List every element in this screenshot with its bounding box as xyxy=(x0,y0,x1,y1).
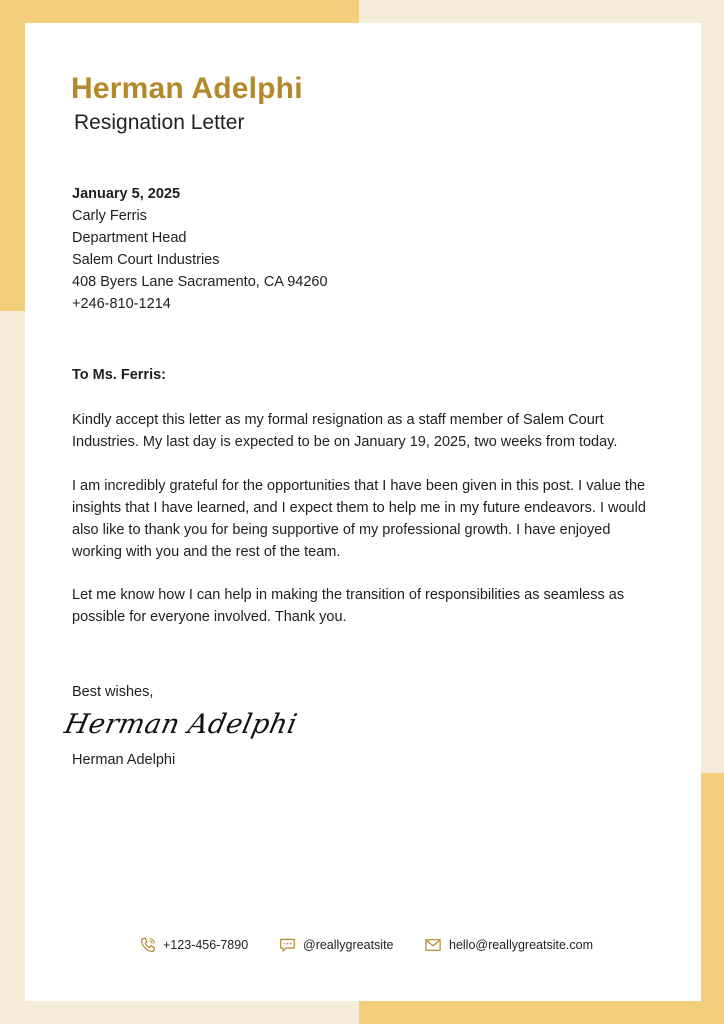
sender-name: Herman Adelphi xyxy=(72,752,176,768)
recipient-company: Salem Court Industries xyxy=(72,252,220,268)
body-paragraph: Kindly accept this letter as my formal resignation as a staff member of Salem Court Industries. My last day is expected to be on January 19, 2025, two weeks from today. xyxy=(72,412,618,450)
phone-icon xyxy=(139,936,157,954)
chat-icon xyxy=(278,936,297,954)
handwritten-signature: Herman Adelphi xyxy=(61,709,301,740)
contact-email[interactable] xyxy=(423,934,593,956)
document-title: Resignation Letter xyxy=(74,111,245,134)
letter-date: January 5, 2025 xyxy=(72,186,181,202)
author-name: Herman Adelphi xyxy=(71,72,303,105)
contact-phone[interactable] xyxy=(139,934,248,956)
recipient-name: Carly Ferris xyxy=(72,208,147,224)
contact-social-text: @reallygreatsite xyxy=(303,938,394,952)
recipient-position: Department Head xyxy=(72,230,187,246)
contact-phone-text: +123-456-7890 xyxy=(163,938,249,952)
contact-footer xyxy=(25,934,701,956)
recipient-block xyxy=(72,183,328,315)
contact-email-text: hello@reallygreatsite.com xyxy=(449,938,594,952)
recipient-phone: +246-810-1214 xyxy=(72,296,171,312)
closing: Best wishes, xyxy=(72,684,154,700)
body-paragraph: I am incredibly grateful for the opportunities that I have been given in this post. I value the insights that I have learned, and I expect them to help me in my future endeavors. I would also like to thank you for being supportive of my professional growth. I have enjoyed working with you and the rest of the team. xyxy=(72,478,646,560)
body-paragraph: Let me know how I can help in making the transition of responsibilities as seamless as possible for everyone involved. Thank you. xyxy=(72,587,625,625)
mail-icon xyxy=(423,936,443,954)
letter-sheet xyxy=(25,23,701,1001)
recipient-address: 408 Byers Lane Sacramento, CA 94260 xyxy=(72,274,328,290)
salutation: To Ms. Ferris: xyxy=(72,367,166,383)
contact-social[interactable] xyxy=(278,934,394,956)
